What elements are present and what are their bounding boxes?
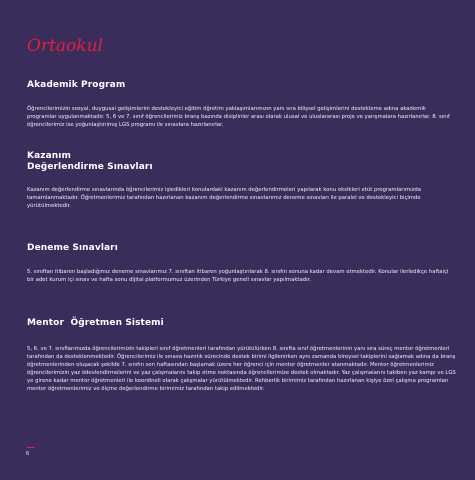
section-akademik-program [27,80,457,129]
section-body: Öğrencilerimizin sosyal, duygusal gelişimlerini destekleyici eğitim öğretim yaklaşımlarımızın yanı sıra bilişsel gelişimlerini destekleme adına akademik programlar uygulanmaktadır. 5, 6 ve 7. sınıf öğrencilerimiz branş bazında disiplinler arası olarak ulusal ve uluslararası proje ve yarışmalara hazırlanırlar. 8. sınıf öğrencilerimiz ise yoğunlaştırılmış LGS programı ile sınavlara hazırlanırlar. [27,106,450,128]
section-body: Kazanım değerlendirme sınavlarında öğrencilerimiz işledikleri konulardaki kazanım değerlendirmeleri yapılarak konu eksikleri etüt programlarımızda tamamlanmaktadır. Öğretmenlerimiz tarafından hazırlanan kazanım değerlendirme sınavlarımız deneme sınavları ile paralel ve destekleyici biçimde yürütülmektedir. [27,187,421,209]
section-heading-line: Deneme Sınavları [27,243,118,253]
page-title: Ortaokul [27,36,103,56]
section-deneme-sinavlari [27,243,457,284]
section-heading [27,243,457,254]
section-heading-line: Mentor Öğretmen Sistemi [27,318,164,328]
page-number-marker [27,447,35,448]
section-heading [27,318,457,329]
section-heading-line: Akademik Program [27,80,126,90]
section-mentor-ogretmen [27,318,457,393]
section-heading-line: Değerlendirme Sınavları [27,162,153,172]
section-heading [27,151,457,173]
section-kazanim-degerlendirme [27,151,457,210]
section-body: 5, 6. ve 7. sınıflarımızda öğrencilerimizin takipleri sınıf öğretmenleri tarafından yürütülürken 8. sınıfta sınıf öğretmenlerinin yanı sıra süreç mentor öğretmenleri tarafından da desteklenmektedir. Öğrencilerimiz ile sınava hazırlık sürecinde destek birimi ilgilenirken aynı zamanda bireysel takiplerini sağlamak adına da branş öğretmenlerinden oluşacak şekilde 7. sınıfın son haftasından başlamak üzere her öğrenci için mentor öğretmenler atanmaktadır. Mentor öğretmenlerimiz öğrencilerimizin yaz ödevlendirmelerini ve yaz çalışmalarını takip etme noktasında öğrencilerimize destek olmaktadır. Yaz çalışmalarını takiben yaz kampı ve LGS ye girene kadar mentor öğretmenleri ile koordineli olarak çalışmalar yürütülmektedir. Rehberlik birimimiz tarafından hazırlanan kişiye özel çalışma programları mentor öğretmenlerimiz ve ölçme değerlendirme birimimiz tarafından takip edilmektedir. [27,346,456,392]
section-heading [27,80,457,91]
page-number: 6 [26,451,30,457]
section-heading-line: Kazanım [27,151,71,161]
section-body: 5. sınıftan itibaren başladığımız deneme sınavlarımız 7. sınıftan itibaren yoğunlaştırılarak 8. sınıfın sonuna kadar devam etmektedir. Konular ilerledikçe haftaiçi bir adet kurum içi sınav ve hafta sonu dijital platformumuz üzerinden Türkiye geneli sınavlar yapılmaktadır. [27,269,449,283]
